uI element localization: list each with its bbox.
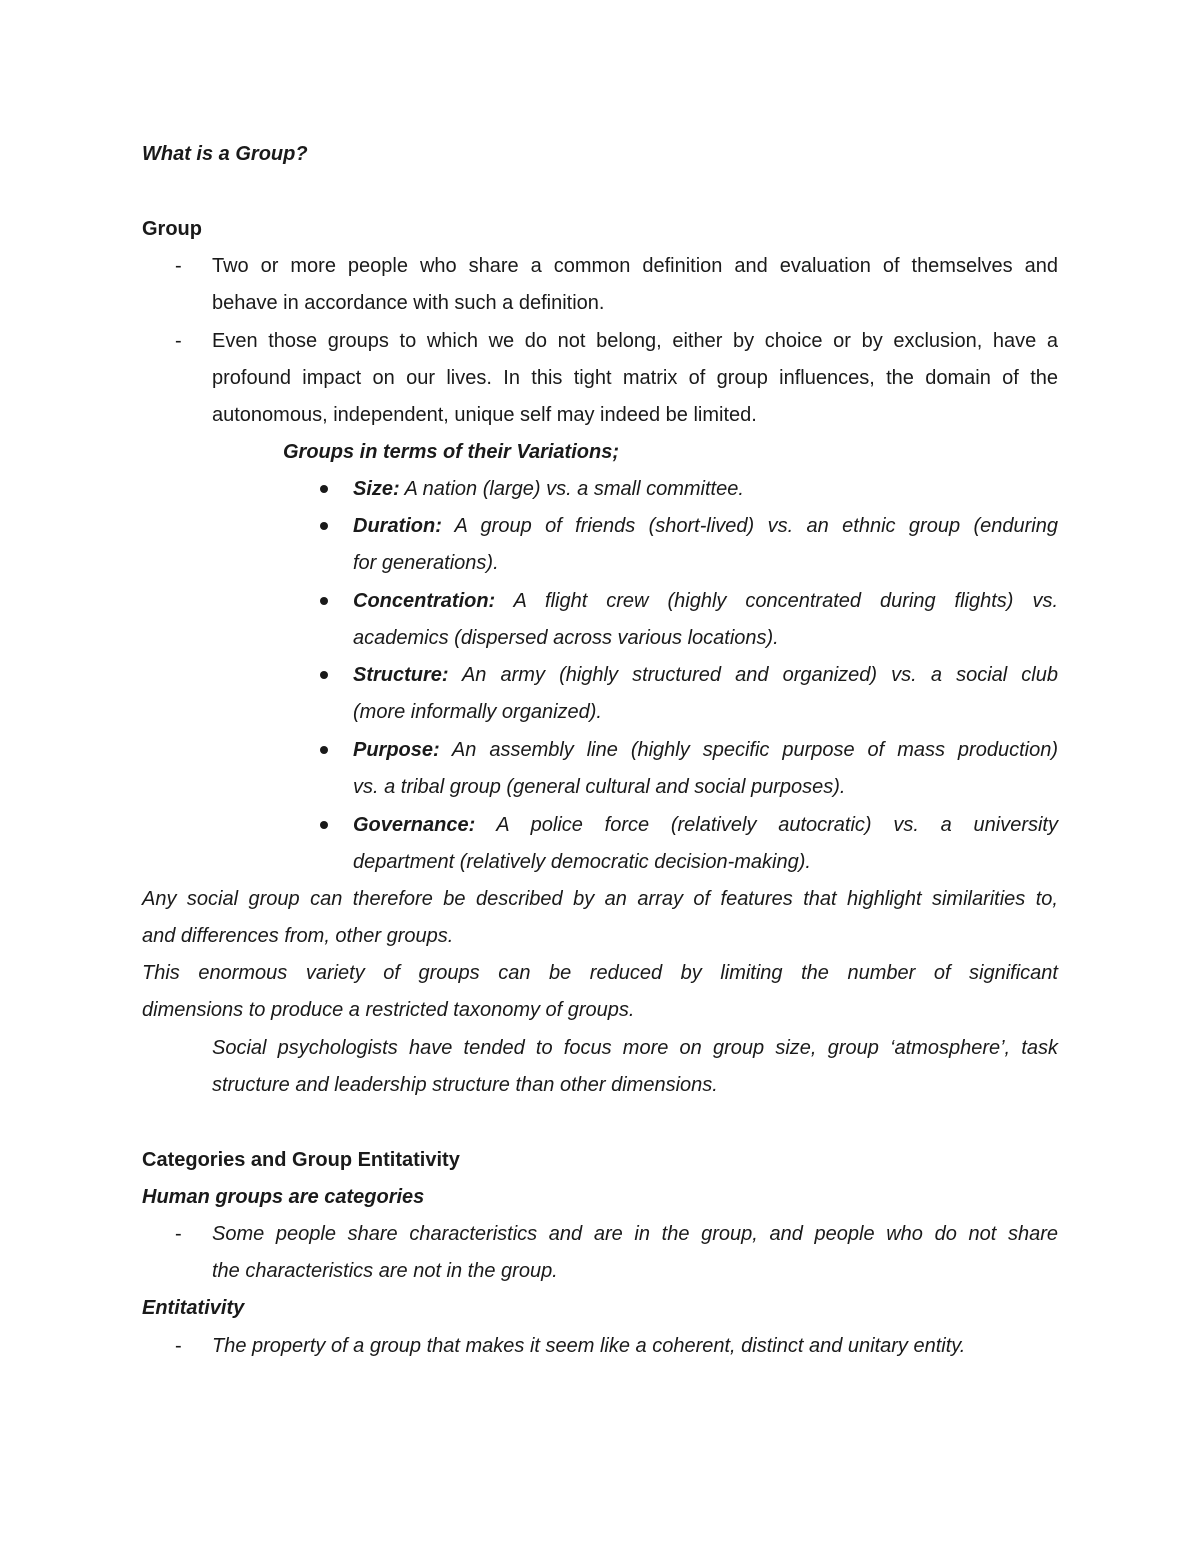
variation-term: Purpose: (353, 739, 440, 761)
bullet-icon (320, 671, 328, 679)
variation-concentration (353, 589, 1058, 613)
paragraph-2-line-2: dimensions to produce a restricted taxonomy of groups. (142, 999, 635, 1021)
variation-term: Duration: (353, 515, 442, 537)
bullet-icon (320, 746, 328, 754)
categories-item-line-2: the characteristics are not in the group. (212, 1260, 558, 1282)
variation-governance (353, 813, 1058, 837)
variation-structure-line-2: (more informally organized). (353, 701, 602, 723)
group-item-1-line-2: behave in accordance with such a definition. (212, 292, 605, 314)
dash-marker: - (175, 1223, 182, 1245)
categories-heading: Categories and Group Entitativity (142, 1149, 460, 1171)
dash-marker: - (175, 1335, 182, 1357)
group-item-2-line-3: autonomous, independent, unique self may indeed be limited. (212, 404, 757, 426)
variation-governance-line-2: department (relatively democratic decision-making). (353, 851, 811, 873)
entitativity-heading: Entitativity (142, 1297, 245, 1319)
group-item-1-line-1: Two or more people who share a common definition and evaluation of themselves and (212, 255, 1058, 277)
variation-size (353, 477, 744, 501)
paragraph-3-line-1: Social psychologists have tended to focus more on group size, group ‘atmosphere’, task (212, 1037, 1058, 1059)
variation-purpose-line-2: vs. a tribal group (general cultural and social purposes). (353, 776, 846, 798)
bullet-icon (320, 522, 328, 530)
variation-term: Concentration: (353, 590, 496, 612)
variations-heading: Groups in terms of their Variations; (283, 441, 619, 463)
group-item-2-line-2: profound impact on our lives. In this tight matrix of group influences, the domain of the (212, 367, 1058, 389)
variation-text: An assembly line (highly specific purpose of mass production) (451, 739, 1058, 761)
variation-term: Structure: (353, 664, 449, 686)
variation-term: Governance: (353, 814, 476, 836)
dash-marker: - (175, 255, 182, 277)
paragraph-3-line-2: structure and leadership structure than other dimensions. (212, 1074, 718, 1096)
dash-marker: - (175, 330, 182, 352)
variation-text: A flight crew (highly concentrated during flights) vs. (513, 590, 1058, 612)
paragraph-1-line-1: Any social group can therefore be described by an array of features that highlight similarities to, (142, 888, 1058, 910)
page-title: What is a Group? (142, 143, 308, 165)
variation-text: A group of friends (short-lived) vs. an ethnic group (enduring (454, 515, 1058, 537)
bullet-icon (320, 821, 328, 829)
variation-duration-line-2: for generations). (353, 552, 499, 574)
paragraph-2-line-1: This enormous variety of groups can be reduced by limiting the number of significant (142, 962, 1058, 984)
categories-subheading: Human groups are categories (142, 1186, 425, 1208)
variation-concentration-line-2: academics (dispersed across various locations). (353, 627, 779, 649)
variation-structure (353, 663, 1058, 687)
entitativity-item: The property of a group that makes it seem like a coherent, distinct and unitary entity. (212, 1335, 966, 1357)
bullet-icon (320, 597, 328, 605)
group-item-2-line-1: Even those groups to which we do not belong, either by choice or by exclusion, have a (212, 330, 1058, 352)
group-heading: Group (142, 218, 202, 240)
variation-purpose (353, 738, 1058, 762)
categories-item-line-1: Some people share characteristics and are in the group, and people who do not share (212, 1223, 1058, 1245)
variation-duration (353, 514, 1058, 538)
variation-text: A police force (relatively autocratic) vs. a university (496, 814, 1058, 836)
variation-text: An army (highly structured and organized) vs. a social club (461, 664, 1058, 686)
variation-text: A nation (large) vs. a small committee. (404, 478, 744, 500)
paragraph-1-line-2: and differences from, other groups. (142, 925, 454, 947)
bullet-icon (320, 485, 328, 493)
variation-term: Size: (353, 478, 400, 500)
